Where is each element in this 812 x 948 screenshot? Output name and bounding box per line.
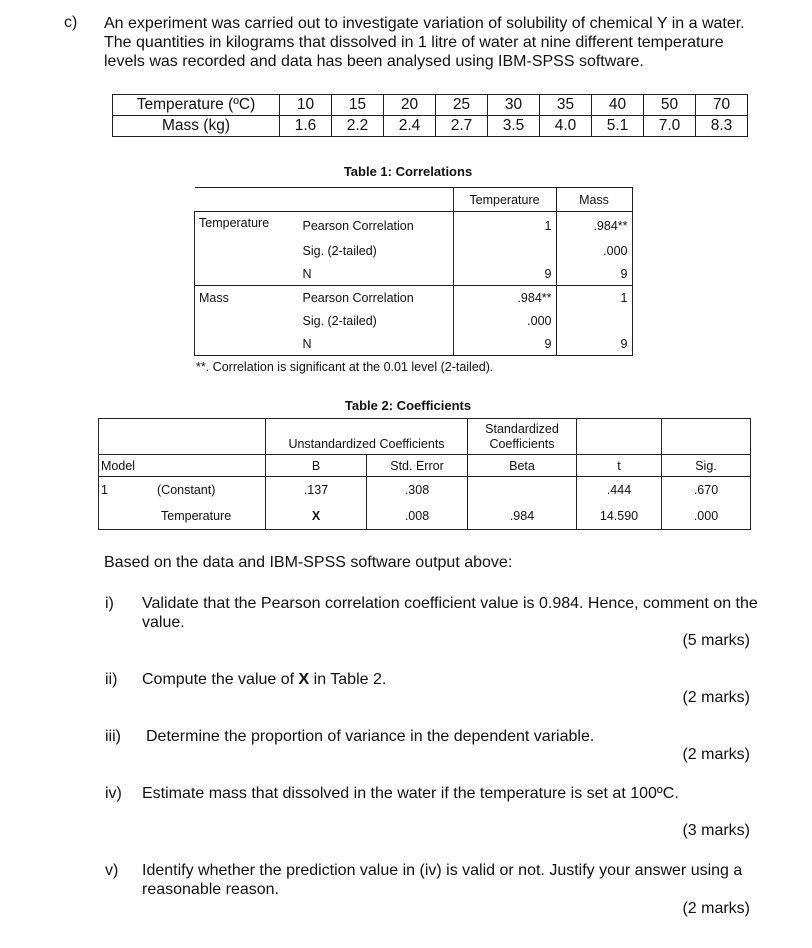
table-cell: 70 — [696, 95, 748, 116]
col-header-b: B — [266, 455, 367, 477]
part-iv-text: Estimate mass that dissolved in the water if the temperature is set at 100ºC. — [142, 785, 679, 802]
table-cell: .000 — [662, 504, 751, 530]
table-cell: 1 — [453, 212, 556, 240]
table-cell: .444 — [577, 477, 662, 504]
coefficients-table — [98, 418, 751, 530]
col-header-t: t — [577, 455, 662, 477]
table-cell: 1 — [556, 286, 632, 310]
table-cell: 2.7 — [436, 116, 488, 137]
model-header: Model — [99, 455, 158, 477]
table-cell: .000 — [453, 309, 556, 332]
table-cell: 9 — [556, 262, 632, 286]
part-i-number: i) — [105, 595, 114, 612]
table-cell: 25 — [436, 95, 488, 116]
instructions: Based on the data and IBM-SPSS software output above: — [104, 554, 513, 571]
table1-caption: Table 1: Correlations — [343, 164, 473, 179]
part-iv-number: iv) — [105, 785, 122, 802]
mass-header: Mass (kg) — [113, 116, 280, 137]
row-header-temperature: Temperature — [195, 212, 297, 240]
stat-label: Pearson Correlation — [297, 212, 454, 240]
table-cell: 3.5 — [488, 116, 540, 137]
stat-label: Sig. (2-tailed) — [297, 309, 454, 332]
unknown-x-cell: X — [266, 504, 367, 530]
question-label: c) — [64, 14, 78, 31]
table1-footnote: **. Correlation is significant at the 0.01 level (2-tailed). — [196, 360, 494, 374]
part-iv-marks: (3 marks) — [682, 822, 750, 839]
table-cell: .984** — [453, 286, 556, 310]
col-header-std-error: Std. Error — [367, 455, 468, 477]
stat-label: Sig. (2-tailed) — [297, 239, 454, 262]
stat-label: N — [297, 332, 454, 356]
table-cell: 9 — [453, 262, 556, 286]
col-header-beta: Beta — [468, 455, 577, 477]
table-cell: 7.0 — [644, 116, 696, 137]
data-table — [112, 94, 748, 137]
correlations-table — [194, 187, 633, 356]
table2-caption: Table 2: Coefficients — [344, 398, 472, 413]
part-i-marks: (5 marks) — [682, 632, 750, 649]
mass-row — [113, 116, 748, 137]
table-cell: 14.590 — [577, 504, 662, 530]
part-i-text: Validate that the Pearson correlation coefficient value is 0.984. Hence, comment on the value. — [142, 595, 758, 631]
table-cell: 35 — [540, 95, 592, 116]
temperature-row — [113, 95, 748, 116]
table-cell: 50 — [644, 95, 696, 116]
table-cell: 4.0 — [540, 116, 592, 137]
col-header-sig: Sig. — [662, 455, 751, 477]
table-cell: .984** — [556, 212, 632, 240]
col-header-mass: Mass — [556, 188, 632, 212]
row-label-temperature: Temperature — [157, 504, 266, 530]
table-cell: .137 — [266, 477, 367, 504]
table-cell: 2.2 — [332, 116, 384, 137]
table-cell: 5.1 — [592, 116, 644, 137]
table-cell: 9 — [556, 332, 632, 356]
stat-label: N — [297, 262, 454, 286]
temperature-header: Temperature (ºC) — [113, 95, 280, 116]
stat-label: Pearson Correlation — [297, 286, 454, 310]
part-v-text: Identify whether the prediction value in (iv) is valid or not. Justify your answer using a reasonable reason. — [142, 862, 743, 898]
model-number: 1 — [99, 477, 158, 504]
table-cell: 8.3 — [696, 116, 748, 137]
part-iii-text: Determine the proportion of variance in the dependent variable. — [146, 728, 595, 745]
part-iii-marks: (2 marks) — [682, 746, 750, 763]
part-ii-text: Compute the value of X in Table 2. — [142, 671, 387, 688]
row-label-constant: (Constant) — [157, 477, 266, 504]
part-v-number: v) — [105, 862, 119, 879]
table-cell: 9 — [453, 332, 556, 356]
table-cell: 40 — [592, 95, 644, 116]
table-cell: 2.4 — [384, 116, 436, 137]
row-header-mass: Mass — [195, 286, 297, 310]
unstandardized-header: Unstandardized Coefficients — [266, 419, 468, 455]
question-intro: An experiment was carried out to investigate variation of solubility of chemical Y in a water. The quantities in kilograms that dissolved in 1 litre of water at nine different temperature levels was recorded and data has been analysed using IBM-SPSS software. — [104, 15, 745, 70]
part-v-marks: (2 marks) — [682, 900, 750, 917]
table-cell: 1.6 — [280, 116, 332, 137]
table-cell: .308 — [367, 477, 468, 504]
table-cell: 30 — [488, 95, 540, 116]
part-iii-number: iii) — [105, 728, 121, 745]
part-ii-marks: (2 marks) — [682, 689, 750, 706]
col-header-temperature: Temperature — [453, 188, 556, 212]
table-cell: 15 — [332, 95, 384, 116]
table-cell: 10 — [280, 95, 332, 116]
table-cell: .000 — [556, 239, 632, 262]
table-cell: .984 — [468, 504, 577, 530]
standardized-header: Standardized Coefficients — [468, 419, 577, 455]
table-cell: .670 — [662, 477, 751, 504]
table-cell: 20 — [384, 95, 436, 116]
table-cell: .008 — [367, 504, 468, 530]
part-ii-number: ii) — [105, 671, 118, 688]
